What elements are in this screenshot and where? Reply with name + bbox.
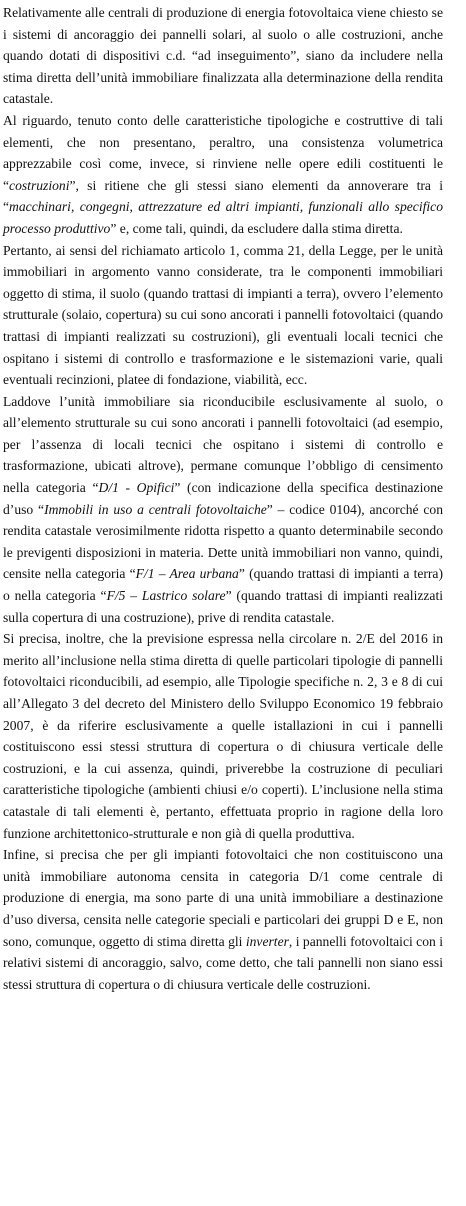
italic-text-run: macchinari, congegni, attrezzature ed altri impianti, funzionali allo specifico processo produttivo	[3, 199, 443, 236]
italic-text-run: Immobili in uso a centrali fotovoltaiche	[44, 501, 267, 517]
text-run: Infine, si precisa che per gli impianti fotovoltaici che non costituiscono una unità immobiliare autonoma censita in categoria D/1 come centrale di produzione di energia, ma sono parte di una unità immobiliare a destinazione d’uso diversa, censita nelle categorie speciali e particolari dei gruppi D e E, non sono, comunque, oggetto di stima diretta gli	[3, 847, 443, 949]
text-run: ” (quando trattasi di impianti a terra) o nella categoria “	[3, 566, 443, 604]
text-run: Si precisa, inoltre, che la previsione espressa nella circolare n. 2/E del 2016 in merito all’inclusione nella stima diretta di quelle particolari tipologie di pannelli fotovoltaici riconducibili, ad esempio, alle Tipologie specifiche n. 2, 3 e 8 di cui all’Allegato 3 del decreto del Ministero dello Sviluppo Economico 19 febbraio 2007, è da riferire esclusivamente a quelle istallazioni in cui i pannelli costituiscono essi stessi struttura di copertura o di chiusura verticale delle costruzioni, e la cui assenza, quindi, priverebbe la costruzione di peculiari caratteristiche tipologiche (ambienti chiusi e/o coperti). L’inclusione nella stima catastale di tali elementi è, pertanto, effettuata proprio in ragione della loro funzione architettonico-strutturale e non già di quella produttiva.	[3, 631, 443, 841]
text-run: ” – codice 0104), ancorché con rendita catastale verosimilmente ridotta rispetto a quanto determinabile secondo le previgenti disposizioni in materia. Dette unità immobiliari non vanno, quindi, censite nella categoria “	[3, 501, 444, 582]
text-run: ” (con indicazione della specifica destinazione d’uso “	[3, 480, 443, 517]
paragraph-pertanto	[3, 240, 443, 391]
italic-text-run: inverter	[245, 933, 289, 949]
text-run: ”, si ritiene che gli stessi siano elementi da annoverare tra i “	[3, 177, 443, 215]
text-run: Laddove l’unità immobiliare sia riconducibile esclusivamente al suolo, o all’elemento strutturale su cui sono ancorati i pannelli fotovoltaici (ad esempio, per l’assenza di locali tecnici che ospitano i sistemi di controllo e trasformazione, ubicati altrove), permane comunque l’obbligo di censimento nella categoria “	[3, 393, 443, 496]
text-run: , i pannelli fotovoltaici con i relativi sistemi di ancoraggio, salvo, come detto, che tali pannelli non siano essi stessi struttura di copertura o di chiusura verticale delle costruzioni.	[3, 933, 443, 992]
paragraph-laddove	[3, 391, 443, 629]
italic-text-run: F/5 – Lastrico solare	[106, 588, 226, 604]
paragraph-si-precisa	[3, 628, 443, 844]
paragraph-infine	[3, 844, 443, 995]
italic-text-run: F/1 – Area urbana	[135, 566, 239, 582]
paragraph-ancoraggio-question	[3, 2, 443, 110]
text-run: Pertanto, ai sensi del richiamato articolo 1, comma 21, della Legge, per le unità immobiliari in argomento vanno considerate, tra le componenti immobiliari oggetto di stima, il suolo (quando trattasi di impianti a terra), ovvero l’elemento strutturale (solaio, copertura) su cui sono ancorati i pannelli fotovoltaici (quando trattasi di impianti realizzati su costruzioni), gli eventuali locali tecnici che ospitano i sistemi di controllo e trasformazione e le sistemazioni varie, quali eventuali recinzioni, platee di fondazione, viabilità, ecc.	[3, 242, 443, 388]
text-run: Relativamente alle centrali di produzione di energia fotovoltaica viene chiesto se i sistemi di ancoraggio dei pannelli solari, al suolo o alle costruzioni, anche quando dotati di dispositivi c.d. “ad inseguimento”, siano da includere nella stima diretta dell’unità immobiliare finalizzata alla determinazione della rendita catastale.	[3, 5, 443, 107]
document-page	[3, 2, 443, 995]
text-run: Al riguardo, tenuto conto delle caratteristiche tipologiche e costruttive di tali elementi, che non presentano, peraltro, una consistenza volumetrica apprezzabile così come, invece, si rinviene nelle opere edili costituenti le “	[3, 112, 443, 193]
italic-text-run: costruzioni	[9, 177, 70, 193]
paragraph-al-riguardo	[3, 110, 443, 240]
italic-text-run: D/1 - Opifici	[98, 480, 175, 496]
text-run: ” e, come tali, quindi, da escludere dalla stima diretta.	[110, 220, 403, 236]
text-run: ” (quando trattasi di impianti realizzati sulla copertura di una costruzione), prive di rendita catastale.	[3, 588, 443, 625]
